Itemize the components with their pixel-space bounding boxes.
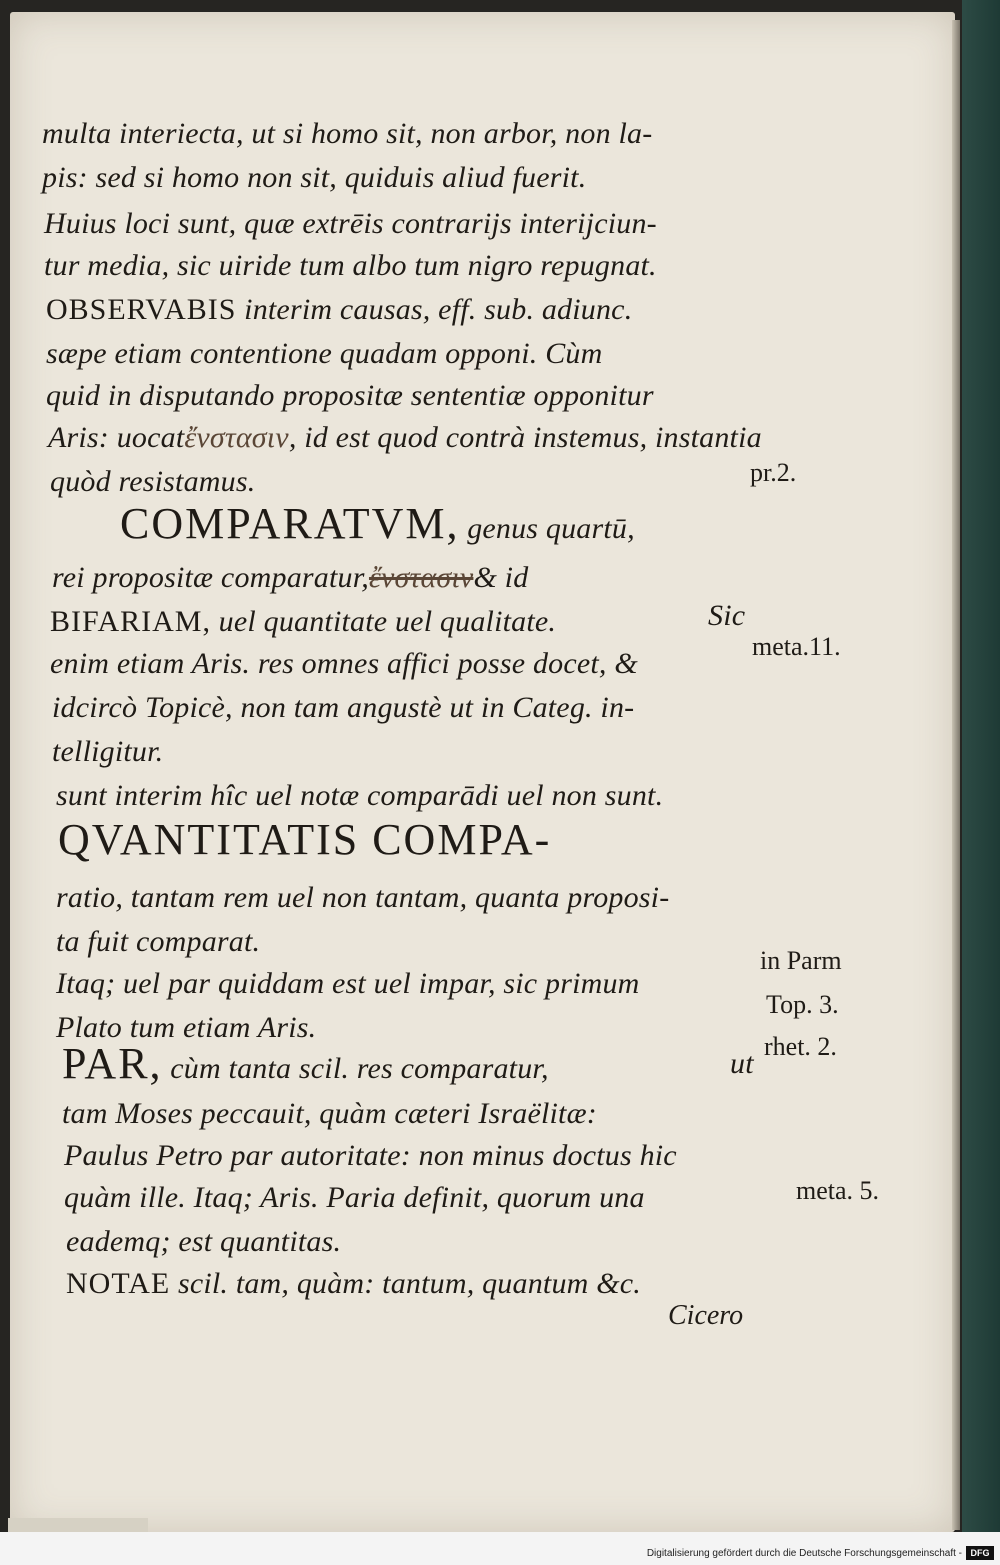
margin-note-meta5: meta. 5. xyxy=(796,1176,880,1205)
heading-comparatum: COMPARATVM, xyxy=(120,499,460,548)
margin-note-in-parm: in Parm xyxy=(760,946,842,975)
color-strip xyxy=(962,0,1000,1545)
greek-word: ἔνστασιν xyxy=(184,421,289,454)
text-line-5-rest: interim causas, eff. sub. adiunc. xyxy=(244,293,633,326)
text-line-11-a: rei propositæ comparatur, xyxy=(52,561,369,594)
text-line-8 xyxy=(48,420,762,456)
text-line-26: eademq; est quantitas. xyxy=(66,1225,342,1258)
text-line-12-rest: uel quantitate uel qualitate. xyxy=(218,605,557,638)
page-edge xyxy=(952,20,960,1530)
heading-quantitatis: QVANTITATIS COMPA- xyxy=(58,815,552,864)
text-line-21: Plato tum etiam Aris. xyxy=(56,1011,317,1044)
text-line-24: Paulus Petro par autoritate: non minus doctus hic xyxy=(64,1139,677,1172)
greek-struck-word: ἔνστασιν xyxy=(368,561,474,594)
heading-comparatum-rest: genus quartū, xyxy=(467,512,635,545)
text-line-25: quàm ille. Itaq; Aris. Paria definit, quorum una xyxy=(64,1181,645,1214)
caps-bifariam: BIFARIAM, xyxy=(50,605,211,638)
text-line-18: ratio, tantam rem uel non tantam, quanta proposi- xyxy=(56,881,670,914)
aris-uocat: Aris: uocat xyxy=(48,421,185,454)
text-line-27 xyxy=(66,1266,641,1302)
caps-observabis: OBSERVABIS xyxy=(46,293,237,326)
text-line-13: enim etiam Aris. res omnes affici posse docet, & xyxy=(50,647,638,680)
heading-quantitatis-line xyxy=(58,815,552,864)
heading-par: PAR, xyxy=(62,1039,163,1088)
text-line-11 xyxy=(52,560,528,596)
text-line-23: tam Moses peccauit, quàm cæteri Israëlitæ: xyxy=(62,1097,597,1130)
text-line-2: pis: sed si homo non sit, quiduis aliud fuerit. xyxy=(42,161,587,194)
text-line-12-sic: Sic xyxy=(708,599,746,632)
catchword: Cicero xyxy=(668,1300,744,1331)
caps-notae: NOTAE xyxy=(66,1267,171,1300)
text-line-16: sunt interim hîc uel notæ comparādi uel non sunt. xyxy=(56,779,664,812)
text-line-9: quòd resistamus. xyxy=(50,465,256,498)
dfg-logo: DFG xyxy=(966,1546,994,1560)
text-line-22-rest: cùm tanta scil. res comparatur, xyxy=(170,1052,549,1085)
margin-note-rhet2: rhet. 2. xyxy=(764,1032,837,1061)
text-line-1: multa interiecta, ut si homo sit, non arbor, non la- xyxy=(42,117,653,150)
text-line-7: quid in disputando propositæ sententiæ opponitur xyxy=(46,379,654,412)
text-line-22-ut: ut xyxy=(730,1047,754,1080)
heading-comparatum-line xyxy=(120,499,635,548)
margin-note-meta11: meta.11. xyxy=(752,632,841,661)
text-line-8-rest: , id est quod contrà instemus, instantia xyxy=(288,421,762,454)
text-line-14: idcircò Topicè, non tam angustè ut in Categ. in- xyxy=(52,691,635,724)
text-line-3: Huius loci sunt, quæ extrēis contrarijs interijciun- xyxy=(44,207,657,240)
text-line-20: Itaq; uel par quiddam est uel impar, sic primum xyxy=(56,967,640,1000)
text-line-27-rest: scil. tam, quàm: tantum, quantum &c. xyxy=(177,1267,641,1300)
text-line-12 xyxy=(50,604,556,640)
text-line-4: tur media, sic uiride tum albo tum nigro repugnat. xyxy=(44,249,657,282)
text-line-15: telligitur. xyxy=(52,735,164,768)
text-line-11-b: & id xyxy=(473,561,529,594)
text-line-5 xyxy=(46,292,632,328)
text-line-6: sæpe etiam contentione quadam opponi. Cùm xyxy=(46,337,603,370)
heading-par-line xyxy=(62,1039,549,1088)
margin-note-top3: Top. 3. xyxy=(766,990,839,1019)
text-line-19: ta fuit comparat. xyxy=(56,925,261,958)
margin-note-pr2: pr.2. xyxy=(750,458,797,487)
digitization-credit: Digitalisierung gefördert durch die Deutsche Forschungsgemeinschaft - xyxy=(646,1548,962,1559)
